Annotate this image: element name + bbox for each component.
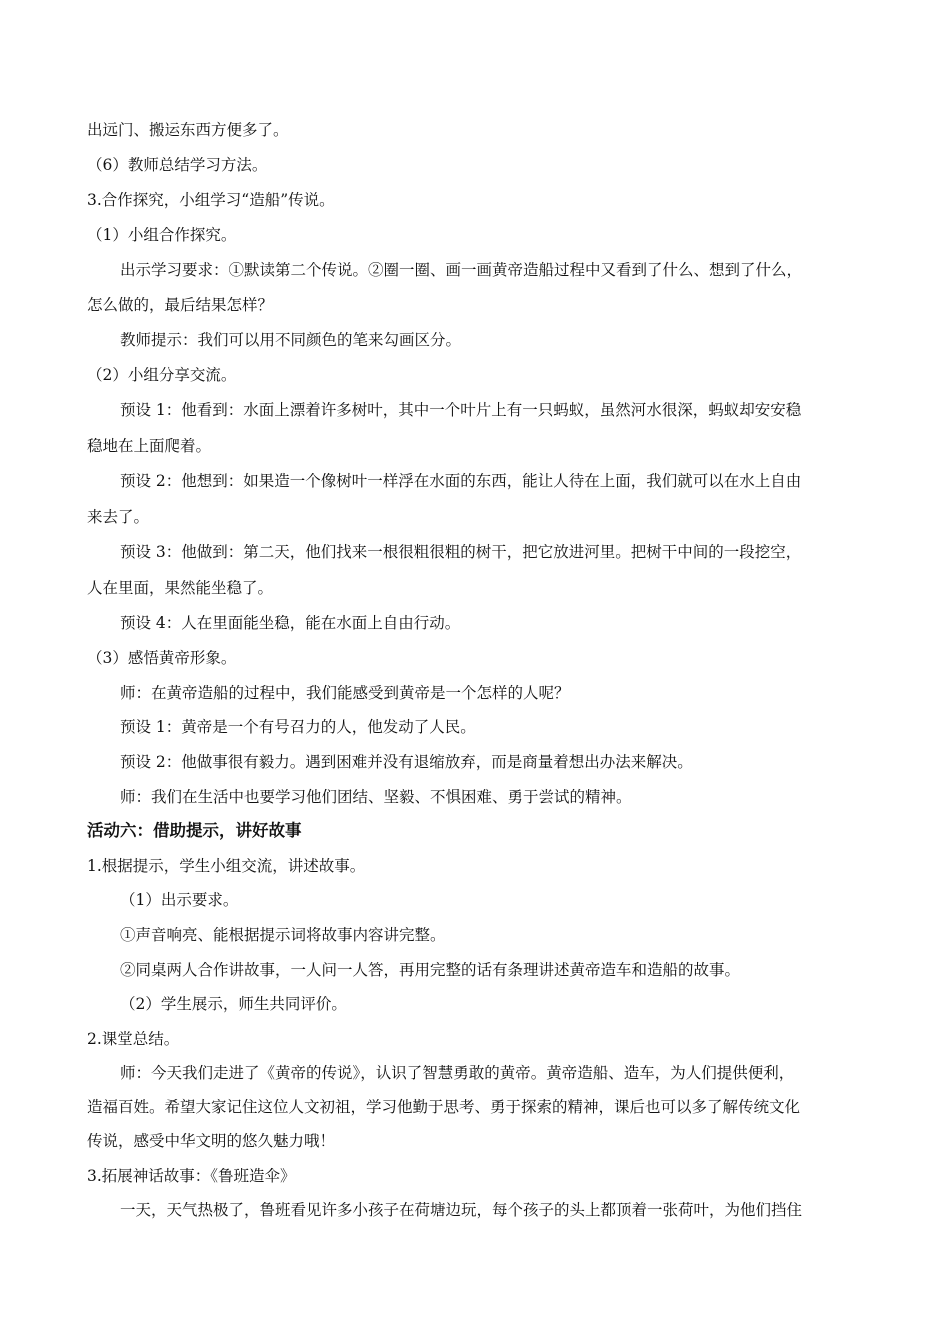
section-heading: 活动六：借助提示，讲好故事 bbox=[87, 821, 302, 840]
text-line: 1.根据提示，学生小组交流，讲述故事。 bbox=[87, 857, 366, 875]
text-line: 出示学习要求：①默读第二个传说。②圈一圈、画一画黄帝造船过程中又看到了什么、想到了什么， bbox=[120, 261, 803, 279]
text-line: （6）教师总结学习方法。 bbox=[87, 156, 268, 174]
text-line: 人在里面，果然能坐稳了。 bbox=[87, 579, 274, 597]
text-line: 预设 1：他看到：水面上漂着许多树叶，其中一个叶片上有一只蚂蚁，虽然河水很深，蚂蚁却安安稳 bbox=[120, 401, 802, 419]
text-line: 教师提示：我们可以用不同颜色的笔来勾画区分。 bbox=[120, 331, 462, 349]
text-line: 预设 2：他做事很有毅力。遇到困难并没有退缩放弃，而是商量着想出办法来解决。 bbox=[120, 753, 693, 771]
text-line: ①声音响亮、能根据提示词将故事内容讲完整。 bbox=[120, 926, 446, 944]
text-line: 稳地在上面爬着。 bbox=[87, 437, 212, 455]
text-line: 出远门、搬运东西方便多了。 bbox=[87, 121, 289, 139]
text-line: 预设 4：人在里面能坐稳，能在水面上自由行动。 bbox=[120, 614, 461, 632]
text-line: （2）小组分享交流。 bbox=[87, 366, 237, 384]
text-line: 怎么做的，最后结果怎样？ bbox=[87, 296, 274, 314]
text-line: 师：今天我们走进了《黄帝的传说》，认识了智慧勇敢的黄帝。黄帝造船、造车，为人们提供便利， bbox=[120, 1064, 795, 1082]
text-line: 师：我们在生活中也要学习他们团结、坚毅、不惧困难、勇于尝试的精神。 bbox=[120, 788, 632, 806]
text-line: （2）学生展示，师生共同评价。 bbox=[120, 995, 347, 1013]
text-line: 师：在黄帝造船的过程中，我们能感受到黄帝是一个怎样的人呢？ bbox=[120, 684, 570, 702]
text-line: 一天，天气热极了，鲁班看见许多小孩子在荷塘边玩，每个孩子的头上都顶着一张荷叶，为他们挡住 bbox=[120, 1201, 803, 1219]
text-line: 3.拓展神话故事：《鲁班造伞》 bbox=[87, 1167, 296, 1185]
text-line: 预设 3：他做到：第二天，他们找来一根很粗很粗的树干，把它放进河里。把树干中间的一段挖空， bbox=[120, 543, 802, 561]
text-line: 预设 2：他想到：如果造一个像树叶一样浮在水面的东西，能让人待在上面，我们就可以在水上自由 bbox=[120, 472, 802, 490]
text-line: 造福百姓。希望大家记住这位人文初祖，学习他勤于思考、勇于探索的精神，课后也可以多了解传统文化 bbox=[87, 1098, 801, 1116]
text-line: 3.合作探究，小组学习“造船”传说。 bbox=[87, 191, 335, 209]
text-line: 预设 1：黄帝是一个有号召力的人，他发动了人民。 bbox=[120, 718, 476, 736]
text-line: （3）感悟黄帝形象。 bbox=[87, 649, 237, 667]
text-line: 来去了。 bbox=[87, 508, 150, 526]
text-line: （1）小组合作探究。 bbox=[87, 226, 237, 244]
text-line: （1）出示要求。 bbox=[120, 891, 239, 909]
text-line: 2.课堂总结。 bbox=[87, 1030, 180, 1048]
text-line: ②同桌两人合作讲故事，一人问一人答，再用完整的话有条理讲述黄帝造车和造船的故事。 bbox=[120, 961, 741, 979]
text-line: 传说，感受中华文明的悠久魅力哦！ bbox=[87, 1132, 336, 1150]
